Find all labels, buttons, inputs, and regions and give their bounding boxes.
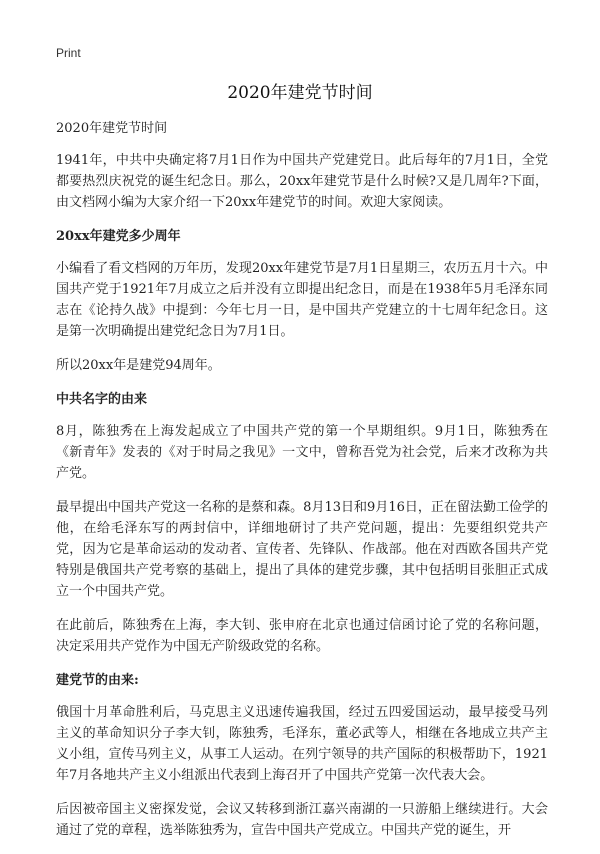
paragraph-name-origin-2: 最早提出中国共产党这一名称的是蔡和森。8月13日和9月16日，正在留法勤工俭学的他，在给毛泽东写的两封信中，详细地研讨了共产党问题，提出：先要组织党共产党，因为它是革命运动的发动者、宣传者、先锋队、作战部。他在对西欧各国共产党特别是俄国共产党考察的基础上，提出了具体的建党步骤，其中包括明目张胆正式成立一个中国共产党。 (56, 500, 548, 599)
paragraph-anniversary: 小编看了看文档网的万年历，发现20xx年建党节是7月1日星期三，农历五月十六。中国共产党于1921年7月成立之后并没有立即提出纪念日，而是在1938年5月毛泽东同志在《论持久战》中提到：今年七月一日，是中国共产党建立的十七周年纪念日。这是第一次明确提出建党纪念日为7月1日。 (56, 261, 548, 339)
section-heading-anniversary: 20xx年建党多少周年 (56, 229, 181, 244)
paragraph-name-origin-1: 8月，陈独秀在上海发起成立了中国共产党的第一个早期组织。9月1日，陈独秀在《新青年》发表的《对于时局之我见》一文中，曾称吾党为社会党，后来才改称为共产党。 (56, 424, 548, 481)
page-title: 2020年建党节时间 (227, 83, 373, 103)
paragraph-anniversary-summary: 所以20xx年是建党94周年。 (56, 358, 221, 373)
paragraph-intro: 1941年，中共中央确定将7月1日作为中国共产党建党日。此后每年的7月1日，全党都要热烈庆祝党的诞生纪念日。那么，20xx年建党节是什么时候?又是几周年?下面，由文档网小编为大家介绍一下20xx年建党节的时间。欢迎大家阅读。 (56, 153, 548, 210)
paragraph-festival-origin-2: 后因被帝国主义密探发觉，会议又转移到浙江嘉兴南湖的一只游船上继续进行。大会通过了党的章程，选举陈独秀为，宣告中国共产党成立。中国共产党的诞生，开 (56, 802, 548, 838)
print-link[interactable]: Print (56, 46, 81, 60)
section-heading-name-origin: 中共名字的由来 (56, 392, 148, 407)
section-heading-festival-origin: 建党节的由来: (56, 673, 139, 688)
article-body (56, 118, 548, 854)
paragraph-festival-origin-1: 俄国十月革命胜利后，马克思主义迅速传遍我国，经过五四爱国运动，最早接受马列主义的革命知识分子李大钊，陈独秀，毛泽东，董必武等人，相继在各地成立共产主义小组，宣传马列主义，从事工人运动。在列宁领导的共产国际的积极帮助下，1921年7月各地共产主义小组派出代表到上海召开了中国共产党第一次代表大会。 (56, 705, 548, 783)
article-subtitle: 2020年建党节时间 (56, 121, 168, 136)
paragraph-name-origin-3: 在此前后，陈独秀在上海，李大钊、张申府在北京也通过信函讨论了党的名称问题，决定采用共产党作为中国无产阶级政党的名称。 (56, 618, 548, 654)
